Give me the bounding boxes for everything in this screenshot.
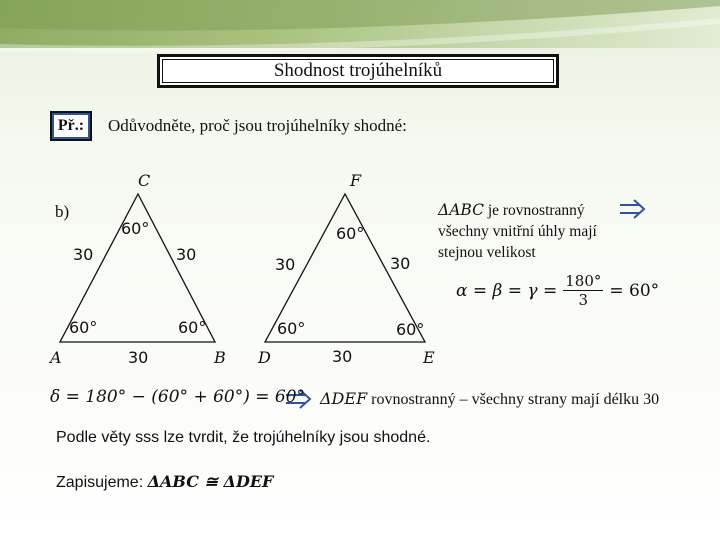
equilateral-note xyxy=(438,200,597,263)
tri1-angle-top: 60° xyxy=(121,219,150,238)
vertex-c: C xyxy=(138,171,151,190)
tri2-angle-top: 60° xyxy=(336,224,365,243)
tri1-side-left: 30 xyxy=(73,245,94,264)
vertex-b: B xyxy=(214,348,226,367)
implies-arrow-icon xyxy=(620,200,644,218)
angle-formula xyxy=(456,272,659,309)
tri2-angle-left: 60° xyxy=(277,319,306,338)
formula-rhs: = 60° xyxy=(609,280,660,301)
note-text3: stejnou velikost xyxy=(438,244,536,261)
formula-lhs: α = β = γ = xyxy=(456,280,558,301)
vertex-f: F xyxy=(350,171,362,190)
formula-denominator: 3 xyxy=(578,291,589,309)
page-title-text: Shodnost trojúhelníků xyxy=(273,60,443,81)
def-text: rovnostranný – všechny strany mají délku 30 xyxy=(367,391,660,408)
note-text1: je rovnostranný xyxy=(483,202,585,219)
tri2-angle-right: 60° xyxy=(396,320,425,339)
note-triangle: ΔABC xyxy=(438,201,484,219)
example-label-text: Př.: xyxy=(57,117,85,134)
vertex-a: A xyxy=(50,348,62,367)
vertex-d: D xyxy=(258,348,271,367)
write-label: Zapisujeme: xyxy=(56,474,148,491)
write-formula: ΔABC ≅ ΔDEF xyxy=(147,472,274,491)
formula-numerator: 180° xyxy=(565,272,602,290)
congruence-statement xyxy=(56,472,273,492)
vertex-e: E xyxy=(423,348,435,367)
tri2-side-bottom: 30 xyxy=(332,347,353,366)
sss-statement: Podle věty sss lze tvrdit, že trojúhelníky jsou shodné. xyxy=(56,429,431,446)
tri1-side-bottom: 30 xyxy=(128,348,149,367)
tri1-angle-right: 60° xyxy=(178,318,207,337)
def-triangle: ΔDEF xyxy=(320,389,368,408)
delta-equation: δ = 180° − (60° + 60°) = 60° xyxy=(50,387,306,407)
formula-fraction xyxy=(563,272,603,309)
def-statement xyxy=(320,389,659,409)
tri2-side-left: 30 xyxy=(275,255,296,274)
part-label: b) xyxy=(55,202,70,221)
note-text2: všechny vnitřní úhly mají xyxy=(438,223,597,240)
tri2-side-right: 30 xyxy=(390,254,411,273)
tri1-side-right: 30 xyxy=(176,245,197,264)
tri1-angle-left: 60° xyxy=(69,318,98,337)
task-text: Odůvodněte, proč jsou trojúhelníky shodné: xyxy=(108,116,407,135)
